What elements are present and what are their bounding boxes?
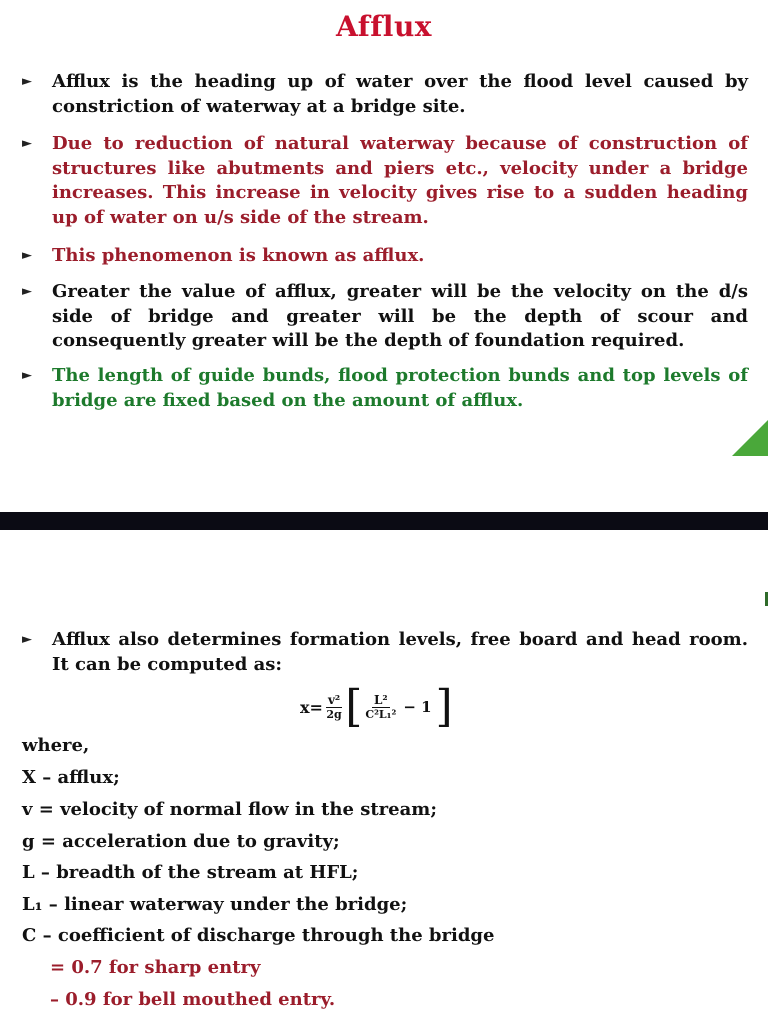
slide-divider [0, 512, 768, 530]
definition-item: v = velocity of normal flow in the stream; [22, 799, 437, 820]
formula-denominator-1: 2g [326, 707, 342, 721]
bullet-5 [22, 364, 748, 413]
formula-lhs: x= [300, 697, 323, 717]
corner-accent-triangle [732, 420, 768, 456]
definition-item: – 0.9 for bell mouthed entry. [50, 989, 336, 1010]
definition-item: L₁ – linear waterway under the bridge; [22, 894, 408, 915]
slide-title: Afflux [335, 10, 432, 43]
formula-tail: − 1 [403, 698, 432, 716]
bullet-arrow-icon: ► [22, 136, 32, 151]
bullet-1 [22, 70, 748, 119]
bullet-text: Afflux also determines formation levels, free board and head room. It can be computed as: [52, 629, 748, 675]
bullet-arrow-icon: ► [22, 248, 32, 263]
slide-2 [0, 530, 768, 1024]
bullet-text: Afflux is the heading up of water over the flood level caused by constriction of waterway at a bridge site. [52, 71, 748, 117]
formula-numerator-2: L² [373, 692, 388, 707]
bullet-arrow-icon: ► [22, 284, 32, 299]
bullet-arrow-icon: ► [22, 632, 32, 647]
bullet-text: Greater the value of afflux, greater will be the velocity on the d/s side of bridge and greater will be the depth of scour and consequently greater will be the depth of foundation required. [52, 281, 748, 351]
bullet-formula-intro [22, 628, 748, 677]
definition-item: L – breadth of the stream at HFL; [22, 862, 359, 883]
bullet-3 [22, 244, 748, 269]
formula-fraction-2 [365, 693, 396, 722]
bullet-text: This phenomenon is known as afflux. [52, 245, 425, 266]
definition-item: g = acceleration due to gravity; [22, 831, 340, 852]
bullet-2 [22, 132, 748, 230]
bullet-arrow-icon: ► [22, 74, 32, 89]
definition-item: = 0.7 for sharp entry [50, 957, 261, 978]
afflux-formula [300, 677, 453, 737]
formula-denominator-2: C²L₁² [365, 707, 397, 721]
bullet-arrow-icon: ► [22, 368, 32, 383]
formula-left-bracket: [ [345, 681, 363, 732]
definition-item: X – afflux; [22, 767, 120, 788]
formula-right-bracket: ] [435, 681, 453, 732]
formula-numerator-1: v² [327, 692, 341, 707]
definition-item: C – coefficient of discharge through the bridge [22, 925, 495, 946]
bullet-text: The length of guide bunds, flood protection bunds and top levels of bridge are fixed based on the amount of afflux. [52, 365, 748, 411]
bullet-text: Due to reduction of natural waterway because of construction of structures like abutments and piers etc., velocity under a bridge increases. This increase in velocity gives rise to a sudden heading up of water on u/s side of the stream. [52, 133, 748, 228]
bullet-4 [22, 280, 748, 354]
where-label: where, [22, 735, 90, 756]
formula-fraction-1 [326, 693, 342, 722]
